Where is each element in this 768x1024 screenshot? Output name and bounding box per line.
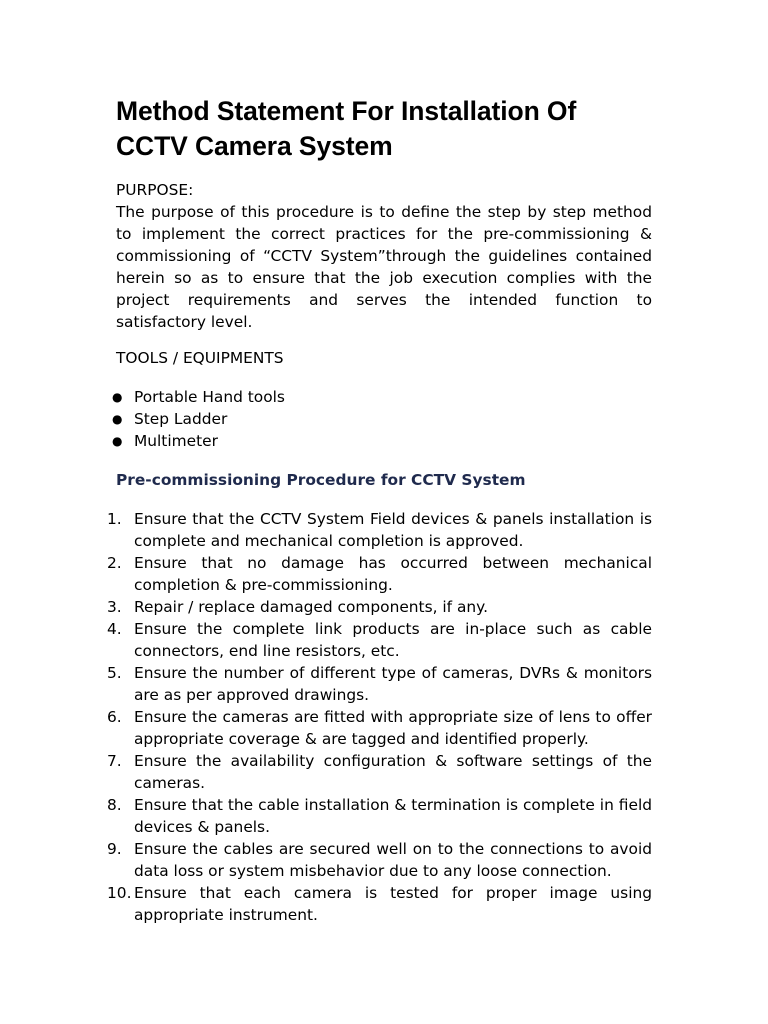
- list-item: [107, 794, 652, 838]
- step-number: 4.: [107, 620, 122, 638]
- step-text: Repair / replace damaged components, if any.: [134, 598, 488, 616]
- step-text: Ensure the cameras are fitted with appropriate size of lens to offer appropriate coverage & are tagged and identified properly.: [134, 708, 652, 748]
- list-item: [112, 430, 285, 452]
- step-number: 1.: [107, 510, 122, 528]
- tool-label: Portable Hand tools: [134, 388, 285, 406]
- list-item: [107, 882, 652, 926]
- tools-label: TOOLS / EQUIPMENTS: [116, 349, 284, 367]
- purpose-label: PURPOSE:: [116, 181, 194, 199]
- document-title: Method Statement For Installation Of CCTV Camera System: [116, 96, 577, 161]
- step-number: 9.: [107, 840, 122, 858]
- step-text: Ensure the availability configuration & software settings of the cameras.: [134, 752, 652, 792]
- tool-label: Step Ladder: [134, 410, 228, 428]
- step-number: 10.: [107, 884, 132, 902]
- step-text: Ensure that each camera is tested for proper image using appropriate instrument.: [134, 884, 652, 924]
- step-text: Ensure that the CCTV System Field devices & panels installation is complete and mechanical completion is approved.: [134, 510, 652, 550]
- step-number: 3.: [107, 598, 122, 616]
- list-item: [107, 750, 652, 794]
- bullet-icon: ●: [112, 412, 123, 426]
- list-item: [107, 508, 652, 552]
- bullet-icon: ●: [112, 390, 123, 404]
- bullet-icon: ●: [112, 434, 123, 448]
- list-item: [107, 596, 652, 618]
- list-item: [107, 838, 652, 882]
- list-item: [107, 662, 652, 706]
- step-text: Ensure that the cable installation & termination is complete in field devices & panels.: [134, 796, 652, 836]
- section-heading: Pre-commissioning Procedure for CCTV System: [116, 471, 526, 489]
- procedure-steps: [107, 508, 652, 926]
- step-number: 2.: [107, 554, 122, 572]
- step-number: 6.: [107, 708, 122, 726]
- step-number: 5.: [107, 664, 122, 682]
- step-text: Ensure that no damage has occurred between mechanical completion & pre-commissioning.: [134, 554, 652, 594]
- tool-label: Multimeter: [134, 432, 218, 450]
- list-item: [107, 706, 652, 750]
- list-item: [107, 618, 652, 662]
- tools-list: [112, 386, 285, 452]
- list-item: [112, 408, 285, 430]
- step-text: Ensure the cables are secured well on to the connections to avoid data loss or system misbehavior due to any loose connection.: [134, 840, 652, 880]
- step-number: 8.: [107, 796, 122, 814]
- list-item: [112, 386, 285, 408]
- step-number: 7.: [107, 752, 122, 770]
- purpose-text: The purpose of this procedure is to define the step by step method to implement the correct practices for the pre-commissioning & commissioning of “CCTV System”through the guidelines contained herein so as to ensure that the job execution complies with the project requirements and serves the intended function to satisfactory level.: [116, 203, 652, 331]
- list-item: [107, 552, 652, 596]
- step-text: Ensure the number of different type of cameras, DVRs & monitors are as per approved drawings.: [134, 664, 652, 704]
- step-text: Ensure the complete link products are in-place such as cable connectors, end line resistors, etc.: [134, 620, 652, 660]
